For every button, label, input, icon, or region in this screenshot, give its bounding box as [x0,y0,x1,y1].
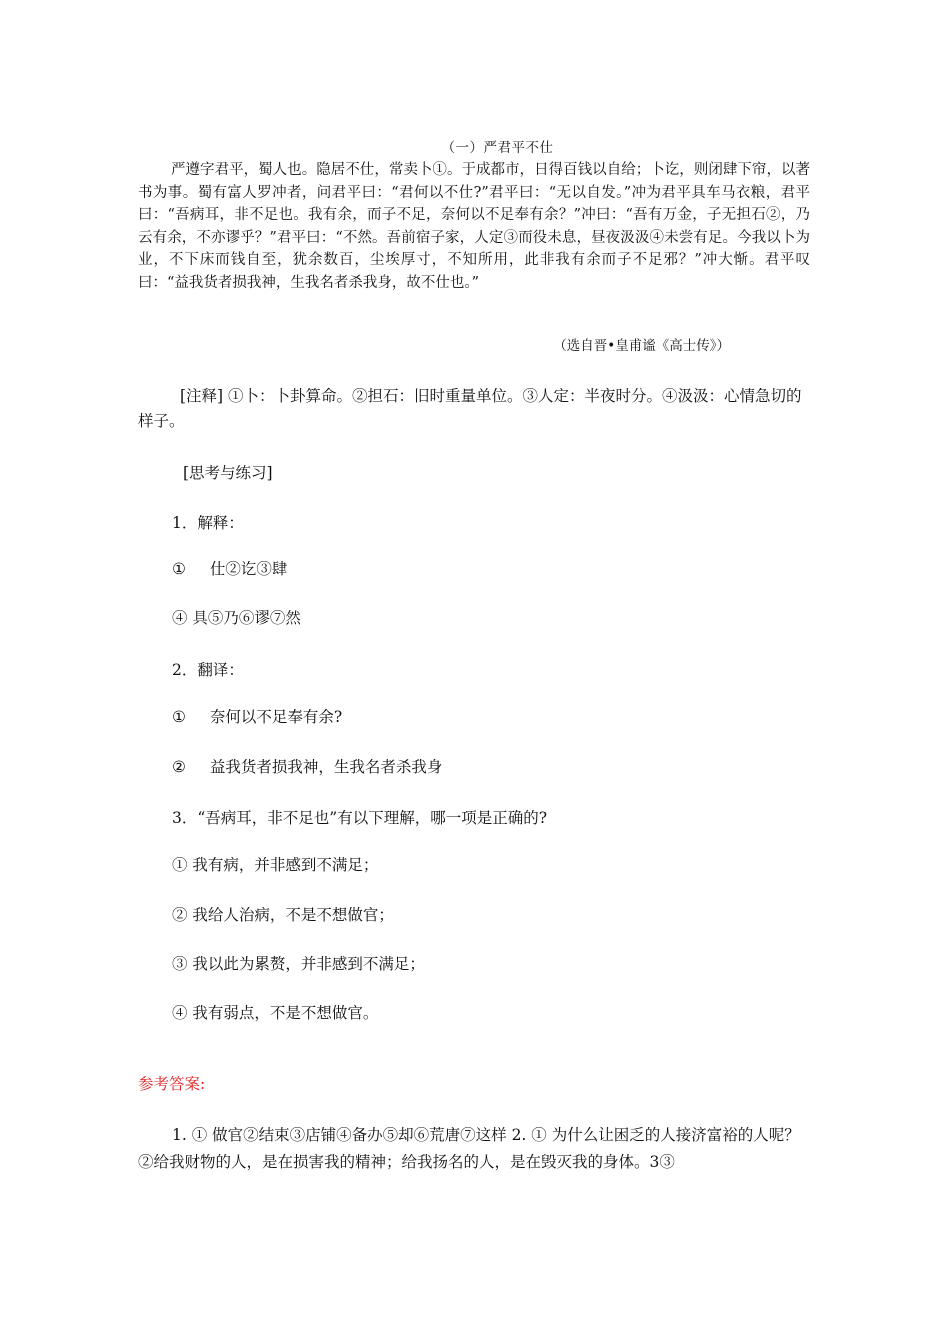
passage-title: （一）严君平不仕 [441,140,554,156]
question-2-label: 2．翻译： [172,661,244,679]
answers-text: 1. ① 做官②结束③店铺④备办⑤却⑥荒唐⑦这样 2. ① 为什么让困乏的人接济富裕的人呢？②给我财物的人，是在损害我的精神；给我扬名的人，是在毁灭我的身体。3③ [138,1126,800,1171]
question-1-line-1 [172,557,287,579]
question-3-option-2: ② 我给人治病，不是不想做官； [172,906,394,924]
exercise-heading: [思考与练习] [183,464,273,482]
question-1-line-1-number: ① [172,560,186,578]
question-3-option-1: ① 我有病，并非感到不满足； [172,856,379,874]
question-2-item-1 [172,705,342,727]
passage-text: 严遵字君平，蜀人也。隐居不仕，常卖卜①。于成都市，日得百钱以自给；卜讫，则闭肆下帘，以著书为事。蜀有富人罗冲者，问君平曰：“君何以不仕?”君平曰：“无以自发。”冲为君平具车马衣粮，君平曰：“吾病耳，非不足也。我有余，而子不足，奈何以不足奉有余？”冲曰：“吾有万金，子无担石②，乃云有余，不亦谬乎？”君平曰：“不然。吾前宿子家，人定③而役未息，昼夜汲汲④未尝有足。今我以卜为业，不下床而钱自至，犹余数百，尘埃厚寸，不知所用，此非我有余而子不足邪？”冲大惭。君平叹曰：“益我货者损我神，生我名者杀我身，故不仕也。” [138,162,810,291]
question-1-line-1-text: 仕②讫③肆 [209,560,288,578]
question-2-item-1-text: 奈何以不足奉有余? [209,708,343,726]
question-1-line-2: ④ 具⑤乃⑥谬⑦然 [172,609,301,627]
question-2-item-2-text: 益我货者损我神，生我名者杀我身 [209,758,443,776]
passage-source: （选自晋•皇甫谧《高士传》） [553,338,730,354]
question-3-option-3: ③ 我以此为累赘，并非感到不满足； [172,955,425,973]
answers-heading: 参考答案: [138,1075,206,1093]
annotations: [注释] ①卜：卜卦算命。②担石：旧时重量单位。③人定：半夜时分。④汲汲：心情急切的样子。 [138,387,802,430]
question-3-label: 3．“吾病耳，非不足也”有以下理解，哪一项是正确的? [172,809,548,827]
question-2-item-2-number: ② [172,758,186,776]
question-2-item-1-number: ① [172,708,186,726]
question-3-option-4: ④ 我有弱点，不是不想做官。 [172,1004,379,1022]
question-1-label: 1．解释： [172,514,244,532]
question-2-item-2 [172,755,442,777]
